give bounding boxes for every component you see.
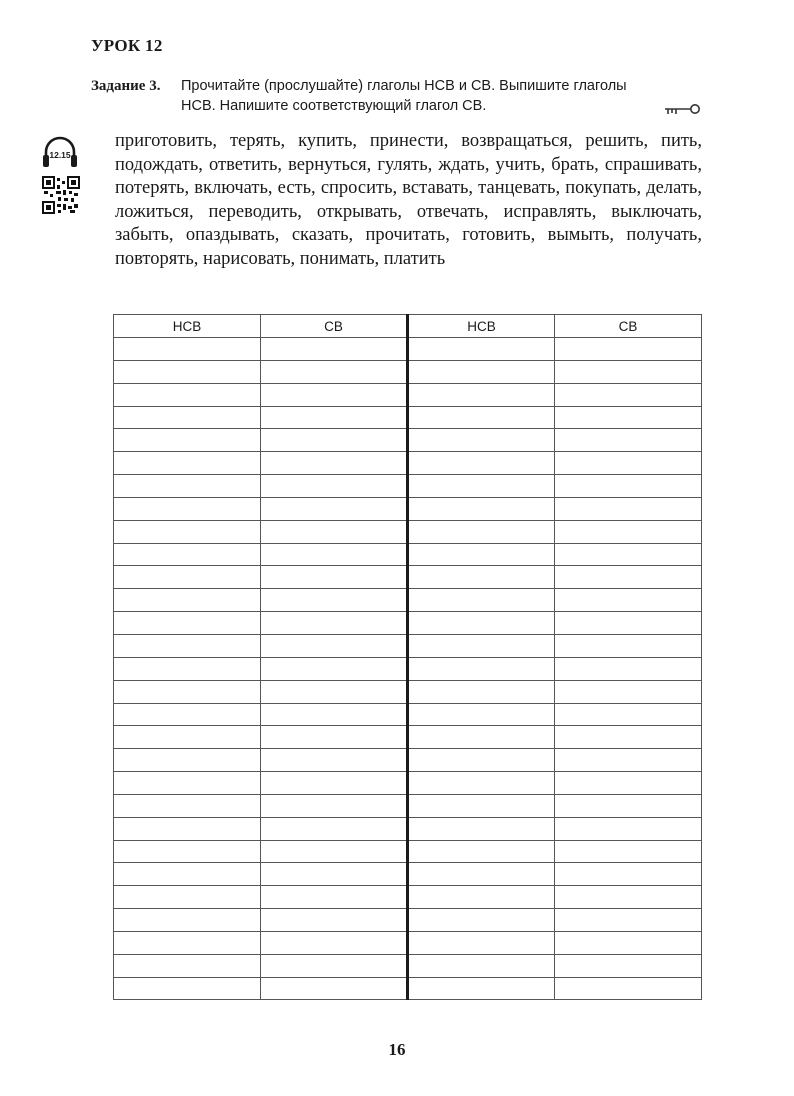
answer-cell[interactable] xyxy=(408,429,555,452)
answer-cell[interactable] xyxy=(261,383,408,406)
answer-cell[interactable] xyxy=(555,406,702,429)
answer-cell[interactable] xyxy=(261,680,408,703)
answer-cell[interactable] xyxy=(408,954,555,977)
answer-cell[interactable] xyxy=(408,931,555,954)
answer-cell[interactable] xyxy=(261,749,408,772)
answer-cell[interactable] xyxy=(114,703,261,726)
table-row xyxy=(114,909,702,932)
answer-cell[interactable] xyxy=(555,543,702,566)
answer-cell[interactable] xyxy=(555,383,702,406)
table-row xyxy=(114,726,702,749)
answer-cell[interactable] xyxy=(408,726,555,749)
task-text-line-2: НСВ. Напишите соответствующий глагол СВ. xyxy=(181,98,487,114)
table-row xyxy=(114,566,702,589)
answer-cell[interactable] xyxy=(261,863,408,886)
answer-cell[interactable] xyxy=(555,954,702,977)
answer-cell[interactable] xyxy=(261,520,408,543)
answer-cell[interactable] xyxy=(408,840,555,863)
table-row xyxy=(114,931,702,954)
answer-cell[interactable] xyxy=(555,817,702,840)
answer-cell[interactable] xyxy=(555,612,702,635)
answer-cell[interactable] xyxy=(555,931,702,954)
answer-cell[interactable] xyxy=(408,406,555,429)
answer-cell[interactable] xyxy=(114,840,261,863)
answer-cell[interactable] xyxy=(261,977,408,1000)
answer-cell[interactable] xyxy=(555,338,702,361)
answer-cell[interactable] xyxy=(261,566,408,589)
table-row xyxy=(114,612,702,635)
answer-cell[interactable] xyxy=(114,886,261,909)
answer-cell[interactable] xyxy=(408,589,555,612)
answer-cell[interactable] xyxy=(555,497,702,520)
answer-cell[interactable] xyxy=(555,749,702,772)
answer-cell[interactable] xyxy=(555,886,702,909)
table-row xyxy=(114,338,702,361)
header-nsv-2: НСВ xyxy=(408,315,555,338)
answer-cell[interactable] xyxy=(261,589,408,612)
table-row xyxy=(114,657,702,680)
answer-cell[interactable] xyxy=(408,680,555,703)
table-row xyxy=(114,886,702,909)
table-row xyxy=(114,772,702,795)
answer-cell[interactable] xyxy=(555,589,702,612)
answer-cell[interactable] xyxy=(261,475,408,498)
answer-cell[interactable] xyxy=(114,543,261,566)
headphones-icon[interactable] xyxy=(42,136,78,170)
task-text xyxy=(181,76,711,116)
answer-cell[interactable] xyxy=(555,794,702,817)
answer-cell[interactable] xyxy=(261,772,408,795)
answer-cell[interactable] xyxy=(114,817,261,840)
answer-cell[interactable] xyxy=(555,909,702,932)
table-row xyxy=(114,406,702,429)
answer-cell[interactable] xyxy=(114,977,261,1000)
answer-cell[interactable] xyxy=(555,634,702,657)
answer-cell[interactable] xyxy=(555,703,702,726)
answer-cell[interactable] xyxy=(408,497,555,520)
answer-cell[interactable] xyxy=(555,520,702,543)
answer-cell[interactable] xyxy=(555,475,702,498)
page-number: 16 xyxy=(388,1040,406,1059)
answer-cell[interactable] xyxy=(555,726,702,749)
header-sv-2: СВ xyxy=(555,315,702,338)
answer-cell[interactable] xyxy=(408,452,555,475)
answer-cell[interactable] xyxy=(408,543,555,566)
answer-cell[interactable] xyxy=(408,703,555,726)
audio-track-number: 12.15 xyxy=(49,150,71,160)
answer-cell[interactable] xyxy=(261,886,408,909)
answer-cell[interactable] xyxy=(408,909,555,932)
table-row xyxy=(114,475,702,498)
table-row xyxy=(114,703,702,726)
table-row xyxy=(114,429,702,452)
table-row xyxy=(114,634,702,657)
table-row xyxy=(114,863,702,886)
answer-cell[interactable] xyxy=(408,634,555,657)
answer-cell[interactable] xyxy=(114,749,261,772)
answer-cell[interactable] xyxy=(408,977,555,1000)
answer-cell[interactable] xyxy=(261,452,408,475)
answer-cell[interactable] xyxy=(261,406,408,429)
answer-cell[interactable] xyxy=(555,657,702,680)
table-row xyxy=(114,452,702,475)
answer-cell[interactable] xyxy=(114,475,261,498)
answer-cell[interactable] xyxy=(408,566,555,589)
verb-list: приготовить, терять, купить, принести, возвращаться, решить, пить, подождать, ответить, вернуться, гулять, ждать, учить, брать, спрашивать, потерять, включать, есть, спросить, вставать, танцевать, покупать, делать, ложиться, переводить, открывать, отвечать, исправлять, выключать, забыть, опаздывать, сказать, прочитать, готовить, вымыть, получать, повторять, нарисовать, понимать, платить xyxy=(115,131,702,269)
answer-cell[interactable] xyxy=(114,680,261,703)
answer-cell[interactable] xyxy=(261,817,408,840)
answer-cell[interactable] xyxy=(408,794,555,817)
answer-cell[interactable] xyxy=(261,954,408,977)
answer-cell[interactable] xyxy=(261,726,408,749)
table-row xyxy=(114,520,702,543)
answer-cell[interactable] xyxy=(261,634,408,657)
answer-cell[interactable] xyxy=(408,657,555,680)
table-row xyxy=(114,954,702,977)
answer-cell[interactable] xyxy=(261,794,408,817)
answer-cell[interactable] xyxy=(408,338,555,361)
table-row xyxy=(114,977,702,1000)
table-row xyxy=(114,749,702,772)
answer-cell[interactable] xyxy=(555,566,702,589)
answer-cell[interactable] xyxy=(114,566,261,589)
answer-cell[interactable] xyxy=(261,909,408,932)
answer-cell[interactable] xyxy=(261,931,408,954)
answer-cell[interactable] xyxy=(555,360,702,383)
answer-cell[interactable] xyxy=(261,657,408,680)
answer-cell[interactable] xyxy=(261,703,408,726)
answer-cell[interactable] xyxy=(114,383,261,406)
table-row xyxy=(114,360,702,383)
answer-cell[interactable] xyxy=(555,863,702,886)
table-header-row xyxy=(114,315,702,338)
table-row xyxy=(114,589,702,612)
task-text-line-1: Прочитайте (прослушайте) глаголы НСВ и СВ. Выпишите глаголы xyxy=(181,78,627,94)
answer-cell[interactable] xyxy=(408,817,555,840)
answer-cell[interactable] xyxy=(408,749,555,772)
header-sv-1: СВ xyxy=(261,315,408,338)
table-row xyxy=(114,680,702,703)
answer-cell[interactable] xyxy=(408,886,555,909)
answer-cell[interactable] xyxy=(408,383,555,406)
answer-cell[interactable] xyxy=(114,931,261,954)
answer-cell[interactable] xyxy=(261,338,408,361)
answer-cell[interactable] xyxy=(114,909,261,932)
answer-cell[interactable] xyxy=(114,726,261,749)
answer-cell[interactable] xyxy=(114,863,261,886)
table-row xyxy=(114,794,702,817)
answer-cell[interactable] xyxy=(114,497,261,520)
answer-cell[interactable] xyxy=(114,429,261,452)
key-icon xyxy=(662,100,702,120)
answer-cell[interactable] xyxy=(114,406,261,429)
answer-cell[interactable] xyxy=(261,543,408,566)
answer-cell[interactable] xyxy=(408,520,555,543)
header-nsv-1: НСВ xyxy=(114,315,261,338)
qr-code-icon[interactable] xyxy=(42,176,80,214)
table-row xyxy=(114,840,702,863)
answer-cell[interactable] xyxy=(114,612,261,635)
answer-cell[interactable] xyxy=(114,589,261,612)
answer-cell[interactable] xyxy=(408,863,555,886)
answer-cell[interactable] xyxy=(408,475,555,498)
answer-cell[interactable] xyxy=(114,657,261,680)
table-row xyxy=(114,497,702,520)
answer-cell[interactable] xyxy=(114,452,261,475)
answer-cell[interactable] xyxy=(555,429,702,452)
answer-cell[interactable] xyxy=(114,360,261,383)
table-row xyxy=(114,383,702,406)
answer-cell[interactable] xyxy=(261,612,408,635)
verb-table xyxy=(113,314,702,1000)
answer-cell[interactable] xyxy=(261,497,408,520)
answer-cell[interactable] xyxy=(555,977,702,1000)
answer-cell[interactable] xyxy=(408,612,555,635)
answer-cell[interactable] xyxy=(114,634,261,657)
answer-table xyxy=(113,314,702,1000)
answer-cell[interactable] xyxy=(408,772,555,795)
lesson-title: УРОК 12 xyxy=(91,36,163,55)
answer-cell[interactable] xyxy=(555,772,702,795)
answer-cell[interactable] xyxy=(114,954,261,977)
answer-cell[interactable] xyxy=(114,520,261,543)
task-label: Задание 3. xyxy=(91,78,161,94)
answer-cell[interactable] xyxy=(555,452,702,475)
answer-cell[interactable] xyxy=(261,840,408,863)
table-row xyxy=(114,543,702,566)
answer-cell[interactable] xyxy=(408,360,555,383)
table-row xyxy=(114,817,702,840)
answer-cell[interactable] xyxy=(261,429,408,452)
answer-cell[interactable] xyxy=(114,772,261,795)
answer-cell[interactable] xyxy=(555,840,702,863)
answer-cell[interactable] xyxy=(261,360,408,383)
answer-cell[interactable] xyxy=(555,680,702,703)
answer-cell[interactable] xyxy=(114,338,261,361)
answer-cell[interactable] xyxy=(114,794,261,817)
